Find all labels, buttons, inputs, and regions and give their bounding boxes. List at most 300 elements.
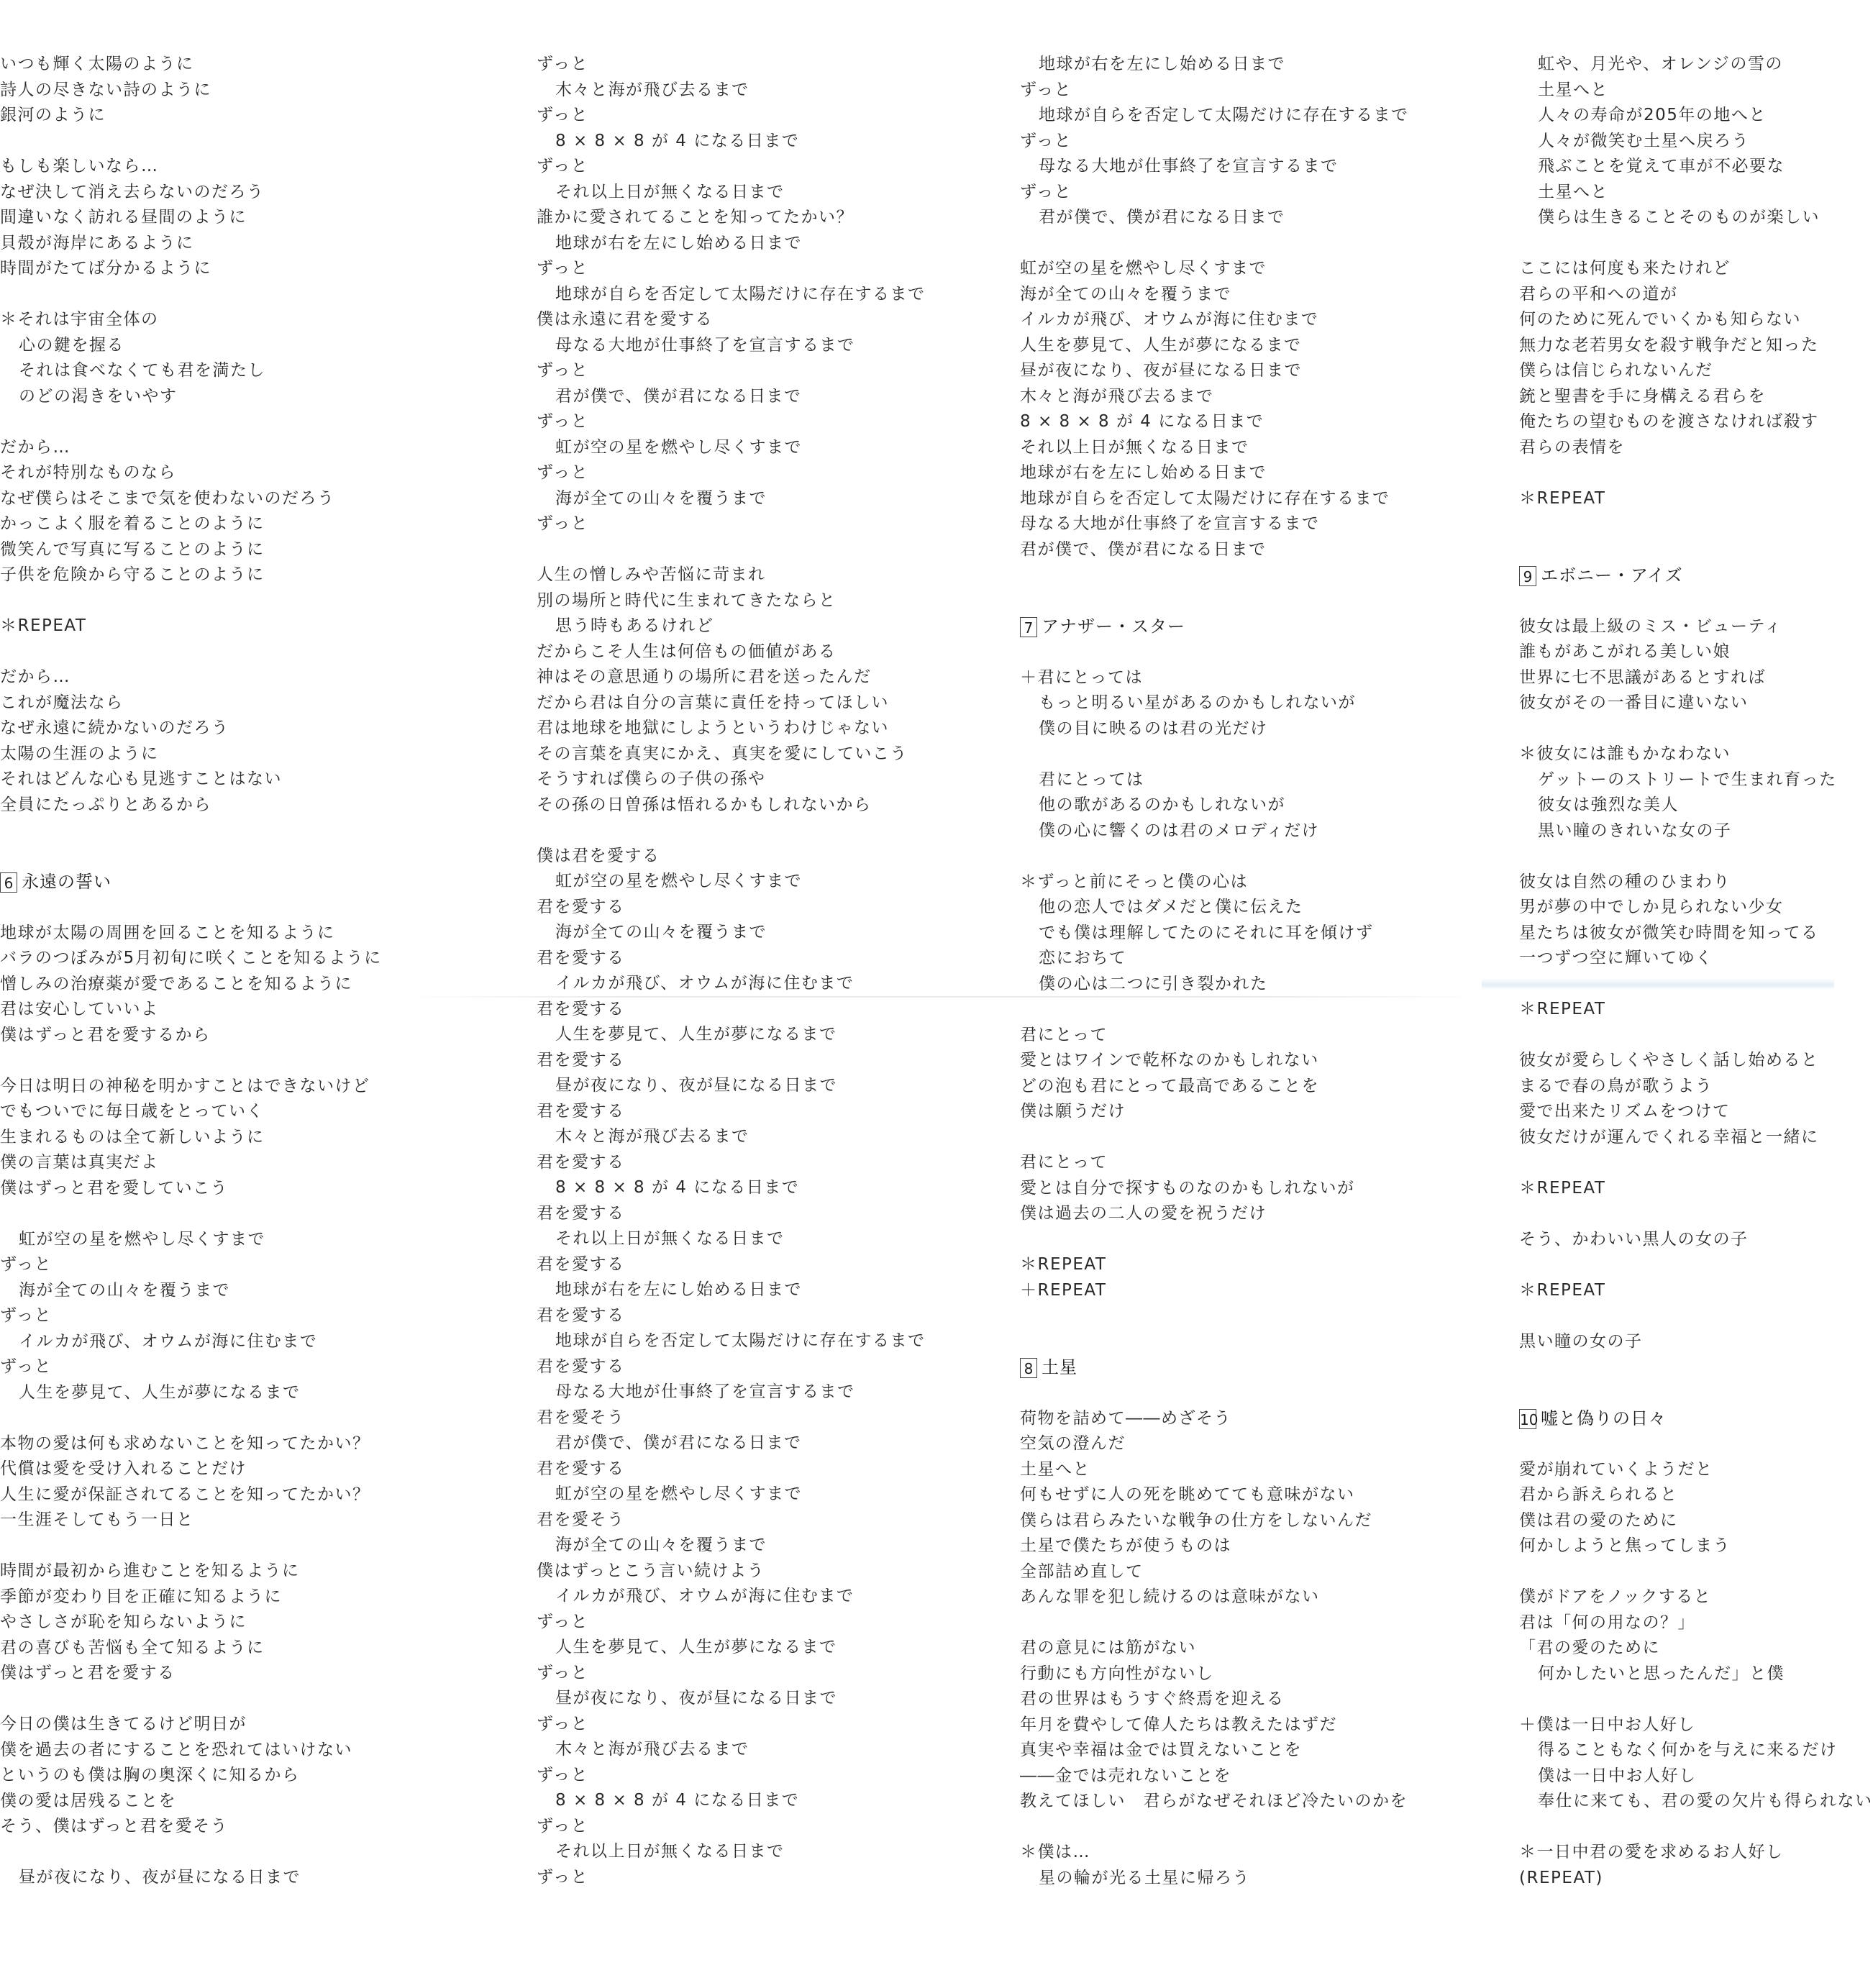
lyric-line: 僕はずっと君を愛する (0, 1664, 176, 1682)
lyric-line: もっと明るい星があるのかもしれないが (1039, 693, 1356, 712)
stanza-gap (0, 818, 496, 844)
lyric-line: (REPEAT) (1519, 1868, 1603, 1887)
stanza-gap (537, 818, 990, 844)
song-title (1020, 614, 1480, 639)
lyric-line: ずっと (1020, 182, 1072, 201)
lyric-line: 僕らは生きることそのものが楽しい (1538, 208, 1820, 227)
lyric-line: でもついでに毎日歳をとっていく (0, 1102, 265, 1121)
lyric-line: 母なる大地が仕事終了を宣言するまで (555, 335, 855, 355)
lyric-line: ＋君にとっては (1020, 667, 1144, 687)
lyric-line: 間違いなく訪れる昼間のように (0, 208, 247, 227)
lyric-line: 男が夢の中でしか見られない少女 (1519, 898, 1784, 916)
lyric-line: 地球が太陽の周囲を回ることを知るように (0, 923, 335, 942)
lyric-line: 地球が右を左にし始める日まで (1039, 55, 1285, 73)
lyric-line: ずっと (537, 1765, 589, 1784)
stanza-gap (0, 409, 496, 435)
lyric-line: 僕の目に映るのは君の光だけ (1039, 719, 1268, 738)
lyric-line: 別の場所と時代に生まれてきたならと (537, 591, 837, 610)
lyric-line: そう、僕はずっと君を愛そう (0, 1817, 229, 1836)
lyric-line: 奉仕に来ても、君の愛の欠片も得られない (1538, 1792, 1873, 1810)
lyric-line: 詩人の尽きない詩のように (0, 80, 211, 99)
lyric-line: 世界に七不思議があるとすれば (1519, 667, 1766, 687)
lyrics-column-4 (1519, 52, 1873, 1891)
lyric-line: 人々の寿命が205年の地へと (1538, 106, 1767, 124)
lyric-line: ずっと (1020, 131, 1072, 150)
lyric-line: 貝殻が海岸にあるように (0, 233, 194, 252)
lyric-line: イルカが飛び、オウムが海に住むまで (1020, 310, 1319, 329)
lyric-line: 人生を夢見て、人生が夢になるまで (19, 1382, 301, 1402)
lyric-line: 人生の憎しみや苦悩に苛まれ (537, 565, 766, 584)
stanza-gap (1519, 588, 1834, 614)
paper-fold-line (403, 996, 1482, 998)
stanza-gap (0, 588, 496, 614)
lyric-line: ＊REPEAT (1519, 488, 1606, 508)
stanza-gap (1020, 844, 1480, 870)
song-title (0, 869, 496, 895)
stanza-gap (1519, 716, 1834, 742)
lyric-line: 地球が自らを否定して太陽だけに存在するまで (1039, 106, 1409, 124)
stanza-gap (1020, 1815, 1480, 1841)
lyric-line: 今日は明日の神秘を明かすことはできないけど (0, 1076, 370, 1095)
stanza-gap (1020, 742, 1480, 767)
lyric-line: ずっと (537, 463, 589, 482)
lyric-line: ずっと (537, 1714, 589, 1733)
lyric-line: 地球が右を左にし始める日まで (555, 1280, 802, 1299)
song-title-text: 土星 (1042, 1357, 1077, 1377)
lyric-line: ずっと (537, 1816, 589, 1836)
lyric-line: イルカが飛び、オウムが海に住むまで (555, 1587, 855, 1605)
lyric-line: ＊REPEAT (0, 616, 87, 635)
lyric-line: 君を愛する (537, 1050, 625, 1070)
lyric-line: 星の輪が光る土星に帰ろう (1039, 1868, 1250, 1887)
lyric-line: 君らの表情を (1519, 437, 1625, 457)
lyric-line: 君が僕で、僕が君になる日まで (1039, 208, 1285, 227)
stanza-gap (1519, 1687, 1834, 1713)
lyric-line: 一生涯そしてもう一日と (0, 1510, 194, 1529)
lyric-line: ずっと (0, 1255, 53, 1274)
lyric-line: 僕の心は二つに引き裂かれた (1039, 974, 1268, 993)
song-title (1519, 562, 1834, 588)
lyric-line: 昼が夜になり、夜が昼になる日まで (1020, 361, 1302, 380)
stanza-gap (1020, 1329, 1480, 1355)
lyric-line: 君を愛する (537, 1305, 625, 1325)
lyric-line: 君の世界はもうすぐ終焉を迎える (1020, 1690, 1285, 1708)
stanza-gap (1020, 1303, 1480, 1329)
stanza-gap (1519, 537, 1834, 563)
lyric-line: 君を愛する (537, 1101, 625, 1121)
lyric-line: バラのつぼみが5月初旬に咲くことを知るように (0, 949, 382, 967)
lyric-line: ＊彼女には誰もかなわない (1519, 744, 1731, 763)
lyrics-column-3 (1020, 52, 1480, 1891)
track-number-box: 9 (1519, 566, 1536, 586)
lyric-line: 虹が空の星を燃やし尽くすまで (555, 872, 802, 890)
lyric-line: 昼が夜になり、夜が昼になる日まで (555, 1689, 837, 1707)
lyric-line: 地球が右を左にし始める日まで (555, 233, 802, 252)
lyric-line: かっこよく服を着ることのように (0, 514, 265, 533)
stanza-gap (1020, 588, 1480, 614)
track-number-box: 7 (1020, 617, 1037, 637)
lyric-line: 君を愛そう (537, 1408, 625, 1427)
lyric-line: というのも僕は胸の奥深くに知るから (0, 1766, 300, 1784)
lyric-line: 黒い瞳のきれいな女の子 (1538, 821, 1732, 840)
stanza-gap (1020, 1610, 1480, 1636)
paper-fold-shadow (1482, 978, 1834, 990)
lyric-line: 太陽の生涯のように (0, 744, 159, 763)
lyric-line: だから君は自分の言葉に責任を持ってほしい (537, 693, 889, 712)
song-title-text: 嘘と偽りの日々 (1541, 1408, 1667, 1428)
lyric-line: 僕はずっと君を愛していこう (0, 1178, 229, 1198)
stanza-gap (1519, 1150, 1834, 1176)
lyric-line: 僕の言葉は真実だよ (0, 1153, 159, 1172)
lyric-line: ずっと (537, 1612, 589, 1631)
lyric-line: 虹や、月光や、オレンジの雪の (1538, 55, 1783, 73)
lyric-line: 海が全ての山々を覆うまで (555, 923, 767, 941)
song-title (1519, 1405, 1834, 1431)
stanza-gap (1519, 231, 1834, 257)
lyric-line: ずっと (0, 1357, 53, 1376)
lyric-line: 地球が右を左にし始める日まで (1020, 463, 1267, 482)
lyric-line: 海が全ての山々を覆うまで (1020, 284, 1231, 304)
lyric-line: 地球が自らを否定して太陽だけに存在するまで (1020, 488, 1390, 508)
lyric-line: 僕は一日中お人好し (1538, 1766, 1697, 1785)
lyric-line: 星たちは彼女が微笑む時間を知ってる (1519, 923, 1819, 942)
lyric-line: 君にとって (1020, 1153, 1108, 1172)
stanza-gap (0, 639, 496, 665)
lyric-line: 海が全ての山々を覆うまで (555, 1536, 767, 1554)
lyric-line: だからこそ人生は何倍もの価値がある (537, 642, 837, 661)
lyric-line: 彼女がその一番目に違いない (1519, 693, 1749, 712)
stanza-gap (1519, 460, 1834, 486)
lyric-line: 君の意見には筋がない (1020, 1638, 1196, 1657)
song-title-text: 永遠の誓い (22, 872, 111, 892)
lyric-line: あんな罪を犯し続けるのは意味がない (1020, 1587, 1320, 1606)
lyric-line: 君にとっては (1039, 770, 1144, 789)
lyric-line: 銀河のように (0, 106, 106, 124)
lyric-line: 他の歌があるのかもしれないが (1039, 795, 1285, 814)
lyric-line: 僕の愛は居残ることを (0, 1791, 176, 1810)
lyric-line: 君は「何の用なの？」 (1519, 1613, 1695, 1632)
lyric-line: 君にとって (1020, 1025, 1108, 1044)
lyric-line: 他の恋人ではダメだと僕に伝えた (1039, 898, 1303, 916)
stanza-gap (1519, 1201, 1834, 1227)
lyric-line: 土星で僕たちが使うものは (1020, 1536, 1231, 1555)
stanza-gap (1519, 1431, 1834, 1457)
stanza-gap (1020, 1380, 1480, 1406)
lyric-line: 僕は君を愛する (537, 846, 660, 865)
lyric-line: 木々と海が飛び去るまで (555, 1740, 749, 1759)
stanza-gap (1519, 1380, 1834, 1406)
lyric-line: ＊ずっと前にそっと僕の心は (1020, 872, 1249, 891)
lyric-line: ずっと (537, 412, 589, 431)
lyric-line: 8 × 8 × 8 が 4 になる日まで (555, 1178, 800, 1197)
lyric-line: いつも輝く太陽のように (0, 55, 194, 73)
track-number-box: 10 (1519, 1409, 1536, 1429)
stanza-gap (1020, 562, 1480, 588)
lyric-line: 思う時もあるけれど (555, 616, 714, 635)
lyric-line: 空気の澄んだ (1020, 1434, 1126, 1453)
stanza-gap (537, 537, 990, 563)
stanza-gap (0, 1201, 496, 1227)
stanza-gap (0, 1687, 496, 1713)
lyric-line: 何かしたいと思ったんだ」と僕 (1538, 1664, 1785, 1683)
lyric-line: それ以上日が無くなる日まで (555, 1842, 785, 1861)
lyric-line: ＊REPEAT (1519, 1280, 1606, 1300)
lyric-line: ずっと (537, 106, 589, 124)
lyric-line: 無力な老若男女を殺す戦争だと知った (1519, 335, 1819, 355)
stanza-gap (1020, 1125, 1480, 1151)
lyric-line: 僕を過去の者にすることを恐れてはいけない (0, 1740, 352, 1759)
lyric-line: 虹が空の星を燃やし尽くすまで (555, 437, 802, 457)
lyric-line: だから… (0, 667, 70, 686)
lyric-line: 地球が自らを否定して太陽だけに存在するまで (555, 284, 926, 304)
lyric-line: 君を愛する (537, 1459, 625, 1478)
lyric-line: 君の喜びも苦悩も全て知るように (0, 1638, 265, 1657)
lyric-line: その孫の日曽孫は悟れるかもしれないから (537, 795, 872, 814)
lyric-line: やさしさが恥を知らないように (0, 1613, 247, 1631)
lyric-line: 土星へと (1020, 1459, 1090, 1479)
lyric-line: 彼女が愛らしくやさしく話し始めると (1519, 1051, 1819, 1070)
lyric-line: 海が全ての山々を覆うまで (555, 488, 767, 508)
lyric-line: なぜ僕らはそこまで気を使わないのだろう (0, 488, 335, 508)
lyric-line: 本物の愛は何も求めないことを知ってたかい？ (0, 1433, 370, 1453)
lyric-line: のどの渇きをいやす (19, 386, 178, 406)
lyric-line: 土星へと (1538, 80, 1608, 99)
lyric-line: それ以上日が無くなる日まで (555, 182, 785, 201)
track-number-box: 8 (1020, 1358, 1037, 1378)
lyric-line: 真実や幸福は金では買えないことを (1020, 1741, 1302, 1759)
lyric-line: 人生を夢見て、人生が夢になるまで (1020, 335, 1302, 355)
lyric-line: 恋におちて (1039, 949, 1127, 967)
lyric-line: 人生を夢見て、人生が夢になるまで (555, 1025, 837, 1044)
lyric-line: 人生を夢見て、人生が夢になるまで (555, 1638, 837, 1656)
lyric-line: 僕はずっと君を愛するから (0, 1025, 211, 1044)
lyric-line: 憎しみの治療薬が愛であることを知るように (0, 974, 352, 993)
lyric-line: 母なる大地が仕事終了を宣言するまで (555, 1382, 855, 1401)
lyric-line: 君を愛する (537, 897, 625, 916)
lyric-line: 虹が空の星を燃やし尽くすまで (1020, 259, 1267, 278)
stanza-gap (0, 282, 496, 308)
lyric-line: ＋REPEAT (1020, 1280, 1107, 1300)
lyric-line: 人々が微笑む土星へ戻ろう (1538, 131, 1749, 150)
lyric-line: 木々と海が飛び去るまで (555, 1127, 749, 1146)
stanza-gap (1519, 1559, 1834, 1585)
lyric-line: 僕がドアをノックすると (1519, 1587, 1712, 1606)
stanza-gap (1020, 1227, 1480, 1253)
lyric-line: 木々と海が飛び去るまで (555, 80, 749, 99)
lyric-line: ＊それは宇宙全体の (0, 310, 159, 329)
stanza-gap (1519, 1303, 1834, 1329)
lyric-line: 愛とは自分で探すものなのかもしれないが (1020, 1178, 1355, 1198)
lyric-line: その言葉を真実にかえ、真実を愛にしていこう (537, 744, 908, 763)
lyric-line: 君は安心していいよ (0, 1000, 159, 1018)
lyric-line: もしも楽しいなら… (0, 157, 159, 175)
lyric-line: 全員にたっぷりとあるから (0, 795, 211, 814)
lyric-line: 彼女は強烈な美人 (1538, 795, 1679, 814)
lyric-line: イルカが飛び、オウムが海に住むまで (19, 1331, 318, 1351)
lyric-line: ――金では売れないことを (1020, 1766, 1231, 1785)
lyric-line: 愛とはワインで乾杯なのかもしれない (1020, 1051, 1319, 1070)
lyric-line: ずっと (537, 1867, 589, 1887)
song-title-text: エボニー・アイズ (1541, 565, 1683, 585)
lyric-line: イルカが飛び、オウムが海に住むまで (555, 974, 855, 993)
lyric-line: ずっと (1020, 80, 1072, 99)
lyric-line: 何もせずに人の死を眺めてても意味がない (1020, 1485, 1355, 1504)
lyric-line: 彼女だけが運んでくれる幸福と一緒に (1519, 1127, 1819, 1146)
lyric-line: なぜ決して消え去らないのだろう (0, 182, 265, 201)
lyric-line: 昼が夜になり、夜が昼になる日まで (555, 1076, 837, 1095)
lyric-line: 飛ぶことを覚えて車が不必要な (1538, 157, 1785, 175)
lyrics-column-1 (0, 52, 496, 1891)
lyric-line: 俺たちの望むものを渡さなければ殺す (1519, 412, 1819, 431)
lyric-line: ここには何度も来たけれど (1519, 259, 1731, 278)
stanza-gap (1519, 511, 1834, 537)
lyric-line: 君から訴えられると (1519, 1485, 1678, 1504)
stanza-gap (0, 1533, 496, 1559)
lyric-line: ＊REPEAT (1020, 1255, 1107, 1274)
lyric-line: 昼が夜になり、夜が昼になる日まで (19, 1868, 301, 1887)
lyric-line: 何のために死んでいくかも知らない (1519, 310, 1801, 329)
lyric-line: どの泡も君にとって最高であることを (1020, 1076, 1320, 1095)
lyric-line: ＋僕は一日中お人好し (1519, 1715, 1695, 1734)
lyric-line: 得ることもなく何かを与えに来るだけ (1538, 1741, 1838, 1759)
lyric-line: 木々と海が飛び去るまで (1020, 386, 1214, 406)
lyric-line: 君が僕で、僕が君になる日まで (555, 386, 802, 406)
lyric-line: 誰もがあこがれる美しい娘 (1519, 642, 1731, 661)
song-title (1020, 1354, 1480, 1380)
track-number-box: 6 (0, 872, 17, 893)
lyric-line: 彼女は最上級のミス・ビューティ (1519, 616, 1782, 636)
lyric-line: ＊REPEAT (1519, 1178, 1606, 1198)
lyric-line: それが特別なものなら (0, 463, 176, 482)
lyric-line: 僕は永遠に君を愛する (537, 310, 713, 329)
lyric-line: 8 × 8 × 8 が 4 になる日まで (1020, 412, 1264, 431)
lyric-line: 虹が空の星を燃やし尽くすまで (555, 1485, 802, 1503)
lyric-line: 君が僕で、僕が君になる日まで (555, 1433, 802, 1452)
lyric-line: 黒い瞳の女の子 (1519, 1331, 1643, 1351)
lyric-line: 誰かに愛されてることを知ってたかい？ (537, 208, 854, 227)
stanza-gap (0, 844, 496, 870)
lyric-line: 地球が自らを否定して太陽だけに存在するまで (555, 1331, 926, 1350)
lyric-line: ずっと (537, 259, 589, 278)
lyric-line: 「君の愛のために (1519, 1638, 1660, 1657)
stanza-gap (1519, 1354, 1834, 1380)
lyric-line: 僕はずっとこう言い続けよう (537, 1561, 765, 1580)
lyric-line: 時間がたてば分かるように (0, 259, 211, 278)
lyric-line: それ以上日が無くなる日まで (555, 1229, 785, 1248)
lyric-line: 季節が変わり目を正確に知るように (0, 1587, 282, 1606)
stanza-gap (1020, 639, 1480, 665)
lyric-line: 子供を危険から守ることのように (0, 565, 265, 584)
lyric-line: 君を愛そう (537, 1510, 625, 1529)
lyric-line: 僕らは信じられないんだ (1519, 361, 1713, 380)
lyric-line: 何かしようと焦ってしまう (1519, 1536, 1731, 1555)
lyric-line: 土星へと (1538, 182, 1608, 201)
lyric-line: 僕の心に響くのは君のメロディだけ (1039, 821, 1320, 840)
lyric-line: 愛が崩れていくようだと (1519, 1459, 1713, 1479)
lyric-line: 時間が最初から進むことを知るように (0, 1561, 300, 1580)
lyric-line: ゲットーのストリートで生まれ育った (1538, 770, 1837, 789)
lyrics-column-2 (537, 52, 990, 1890)
lyric-line: 今日の僕は生きてるけど明日が (0, 1715, 247, 1733)
stanza-gap (0, 1840, 496, 1866)
lyric-line: 全部詰め直して (1020, 1561, 1144, 1581)
lyric-line: 荷物を詰めて――めざそう (1020, 1408, 1231, 1428)
lyric-line: 君が僕で、僕が君になる日まで (1020, 539, 1267, 559)
lyric-line: 8 × 8 × 8 が 4 になる日まで (555, 1791, 800, 1810)
stanza-gap (1020, 231, 1480, 257)
song-title-text: アナザー・スター (1042, 616, 1185, 637)
lyric-line: 君らの平和への道が (1519, 284, 1678, 304)
lyric-line: 彼女は自然の種のひまわり (1519, 872, 1731, 891)
stanza-gap (1519, 844, 1834, 870)
lyric-line: 僕は君の愛のために (1519, 1510, 1678, 1530)
lyric-line: 君を愛する (537, 1254, 625, 1274)
lyric-line: 君は地球を地獄にしようというわけじゃない (537, 719, 889, 737)
stanza-gap (1519, 1252, 1834, 1278)
lyric-line: それ以上日が無くなる日まで (1020, 437, 1249, 457)
lyric-line: 海が全ての山々を覆うまで (19, 1280, 230, 1300)
lyric-line: 君を愛する (537, 999, 625, 1018)
stanza-gap (1020, 997, 1480, 1023)
lyric-line: そう、かわいい黒人の女の子 (1519, 1229, 1749, 1249)
lyric-line: 8 × 8 × 8 が 4 になる日まで (555, 131, 800, 150)
stanza-gap (0, 129, 496, 155)
lyric-line: 君を愛する (537, 1357, 625, 1376)
stanza-gap (1519, 1815, 1834, 1841)
stanza-gap (1519, 1023, 1834, 1049)
lyric-line: ＊僕は… (1020, 1843, 1090, 1861)
stanza-gap (0, 895, 496, 921)
lyric-line: 人生に愛が保証されてることを知ってたかい？ (0, 1485, 370, 1504)
lyric-line: でも僕は理解してたのにそれに耳を傾けず (1039, 923, 1374, 942)
lyric-line: 年月を費やして偉人たちは教えたはずだ (1020, 1715, 1337, 1734)
lyric-line: ずっと (537, 514, 589, 533)
lyric-line: 君を愛する (537, 1152, 625, 1172)
lyric-line: 僕は願うだけ (1020, 1102, 1126, 1121)
lyric-line: 僕らは君らみたいな戦争の仕方をしないんだ (1020, 1510, 1372, 1530)
lyric-line: ずっと (0, 1306, 53, 1325)
lyric-line: ずっと (537, 1663, 589, 1682)
lyric-line: 僕は過去の二人の愛を祝うだけ (1020, 1204, 1267, 1223)
lyric-line: 代償は愛を受け入れることだけ (0, 1459, 247, 1478)
lyric-line: ＊一日中君の愛を求めるお人好し (1519, 1843, 1784, 1861)
lyric-line: 愛で出来たリズムをつけて (1519, 1102, 1731, 1121)
lyric-line: だから… (0, 437, 70, 457)
lyric-line: これが魔法なら (0, 693, 124, 712)
lyric-line: ずっと (537, 55, 589, 73)
stanza-gap (0, 1048, 496, 1074)
stanza-gap (0, 1405, 496, 1431)
lyric-line: ずっと (537, 157, 589, 175)
lyric-line: それはどんな心も見逃すことはない (0, 770, 282, 788)
lyric-line: ＊REPEAT (1519, 1000, 1606, 1018)
lyric-line: 母なる大地が仕事終了を宣言するまで (1039, 157, 1339, 175)
lyric-line: 教えてほしい 君らがなぜそれほど冷たいのかを (1020, 1792, 1408, 1810)
lyric-line: 心の鍵を握る (19, 335, 124, 355)
lyric-line: 母なる大地が仕事終了を宣言するまで (1020, 514, 1320, 533)
lyric-line: まるで春の鳥が歌うよう (1519, 1076, 1713, 1095)
lyric-line: 銃と聖書を手に身構える君らを (1519, 386, 1766, 406)
lyric-line: そうすれば僕らの子供の孫や (537, 770, 766, 788)
lyric-line: 君を愛する (537, 948, 625, 967)
lyric-line: ずっと (537, 361, 589, 380)
lyric-line: 君を愛する (537, 1203, 625, 1223)
lyric-line: 微笑んで写真に写ることのように (0, 539, 265, 559)
lyric-line: なぜ永遠に続かないのだろう (0, 719, 229, 737)
lyric-line: 行動にも方向性がないし (1020, 1664, 1214, 1683)
lyric-line: 神はその意思通りの場所に君を送ったんだ (537, 667, 872, 686)
lyric-line: 虹が空の星を燃やし尽くすまで (19, 1229, 265, 1249)
